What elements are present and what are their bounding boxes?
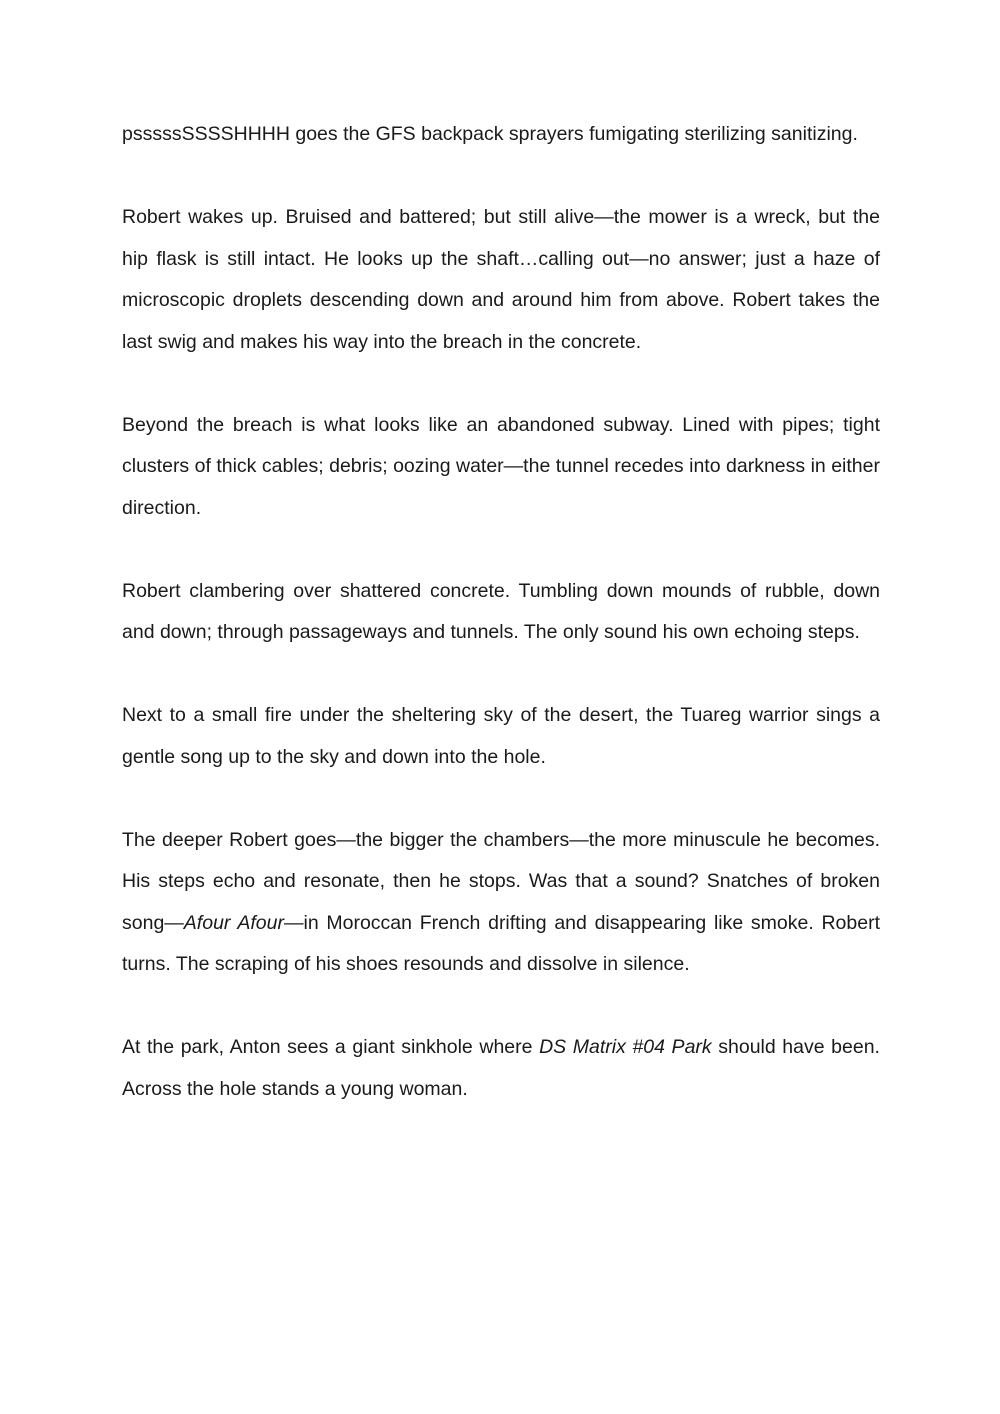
paragraph-beyond-breach: Beyond the breach is what looks like an abandoned subway. Lined with pipes; tight clusters of thick cables; debris; oozing water—the tunnel recedes into darkness in either direction. xyxy=(122,413,880,519)
paragraph-text: The deeper Robert goes—the bigger the chambers—the more minuscule he becomes. His steps echo and resonate, then he stops. Was that a sound? Snatches of broken song— xyxy=(122,828,880,934)
paragraph-text: should have been. Across the hole stands a young woman. xyxy=(122,1036,880,1100)
paragraph-at-the-park xyxy=(122,1027,880,1110)
paragraph-sprayers: psssssSSSSHHHH goes the GFS backpack sprayers fumigating sterilizing sanitizing. xyxy=(122,123,858,145)
paragraph-text: —in Moroccan French drifting and disappearing like smoke. Robert turns. The scraping of his shoes resounds and dissolve in silence. xyxy=(122,911,880,975)
paragraph-text: At the park, Anton sees a giant sinkhole where xyxy=(122,1036,540,1058)
paragraph-clambering: Robert clambering over shattered concrete. Tumbling down mounds of rubble, down and down; through passageways and tunnels. The only sound his own echoing steps. xyxy=(122,579,880,643)
paragraph-robert-wakes: Robert wakes up. Bruised and battered; but still alive—the mower is a wreck, but the hip flask is still intact. He looks up the shaft…calling out—no answer; just a haze of microscopic droplets descending down and around him from above. Robert takes the last swig and makes his way into the breach in the concrete. xyxy=(122,206,880,353)
italic-song-title: Afour Afour xyxy=(183,911,284,934)
italic-park-name: DS Matrix #04 Park xyxy=(539,1036,712,1058)
paragraph-tuareg-warrior: Next to a small fire under the sheltering sky of the desert, the Tuareg warrior sings a gentle song up to the sky and down into the hole. xyxy=(122,704,880,768)
document-page xyxy=(122,114,880,1152)
paragraph-deeper-chambers xyxy=(122,820,880,986)
